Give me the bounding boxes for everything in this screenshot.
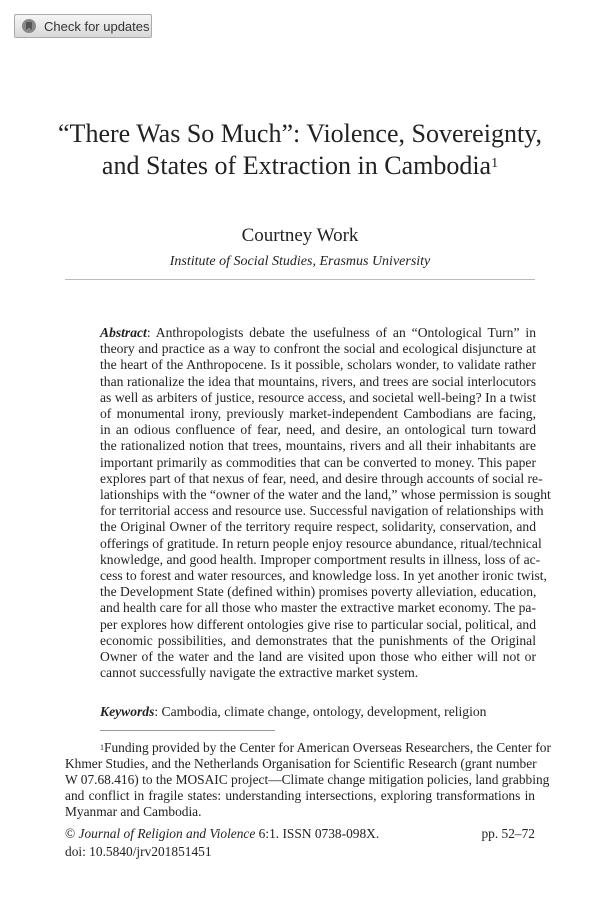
title-footnote-mark[interactable]: 1 (491, 156, 499, 171)
abstract-line-text: offerings of gratitude. In return people enjoy resource abundance, ritual/technical (100, 535, 542, 551)
abstract-line-text: important primarily as commodities that can be converted to money. This paper (100, 454, 536, 470)
abstract-line-text: cess to forest and water resources, and knowledge loss. In yet another ironic twist, (100, 568, 547, 584)
journal-name: Journal of Religion and Violence (78, 826, 256, 841)
title-line-2 (0, 150, 600, 182)
check-for-updates-button[interactable] (14, 14, 152, 38)
abstract-line (100, 422, 536, 438)
footnote-line (65, 756, 535, 772)
footnote-line (65, 788, 535, 804)
footnote-mark: 1 (100, 743, 104, 752)
abstract-line (100, 470, 543, 487)
copyright-symbol: © (65, 826, 76, 841)
footnote-line-text: Funding provided by the Center for American Overseas Researchers, the Center for (104, 740, 551, 755)
abstract-line (100, 406, 536, 422)
bookmark-icon (22, 19, 36, 33)
abstract-line-text: the rationalized notion that trees, mountains, rivers and all their inhabitants are (100, 438, 536, 454)
abstract-line (100, 535, 542, 552)
abstract-line-text: the Original Owner of the territory require respect, solidarity, conservation, and (100, 519, 536, 535)
title-line-2-text: and States of Extraction in Cambodia (101, 151, 492, 180)
abstract-line-text: for territorial access and resource use. Successful navigation of relationships with (100, 503, 544, 519)
keywords-text: : Cambodia, climate change, ontology, development, religion (154, 704, 487, 719)
abstract-line-text: cannot successfully navigate the extractive market system. (100, 665, 419, 681)
abstract-line (100, 665, 536, 681)
abstract-line (100, 519, 536, 535)
abstract-line-text: Owner of the water and the land are visited upon those who either will not or (100, 649, 536, 665)
article-title (0, 118, 600, 182)
author-affiliation: Institute of Social Studies, Erasmus University (169, 254, 431, 269)
abstract-line (100, 390, 536, 406)
abstract-line-text: than rationalize the idea that mountains, rivers, and trees are social interlocutors (100, 373, 536, 389)
citation (65, 825, 535, 861)
header-divider (65, 279, 535, 280)
abstract-line (100, 325, 536, 341)
doi[interactable]: doi: 10.5840/jrv201851451 (65, 844, 212, 859)
footnote (65, 740, 551, 820)
author-name: Courtney Work (241, 225, 359, 246)
abstract-line-text: the Development State (defined within) promises poverty alleviation, education, (100, 584, 537, 600)
title-line-1: “There Was So Much”: Violence, Sovereignty, (58, 119, 542, 148)
abstract-line (100, 438, 536, 454)
abstract-line-text: per explores how different ontologies give rise to particular social, political, and (100, 616, 536, 632)
footnote-line (65, 804, 535, 820)
abstract-line (100, 357, 536, 373)
footnote-line-text: Khmer Studies, and the Netherlands Organisation for Scientific Research (grant number (65, 756, 537, 771)
abstract (100, 325, 551, 681)
abstract-line (100, 649, 536, 665)
abstract-line (100, 374, 536, 390)
abstract-line-text: theory and practice as a way to confront the social and ecological disjuncture at (100, 341, 536, 357)
abstract-line (100, 551, 541, 568)
abstract-line (100, 584, 536, 600)
abstract-line-text: as well as arbiters of justice, resource access, and societal well-being? In a twist (100, 389, 536, 405)
journal-line (65, 825, 535, 843)
check-for-updates-label: Check for updates (44, 18, 150, 34)
footnote-line-text: W 07.68.416) to the MOSAIC project—Climate change mitigation policies, land grabbing (65, 772, 550, 787)
abstract-line-text: and health care for all those who master the extractive market economy. The pa- (100, 600, 536, 616)
abstract-label: Abstract (100, 325, 147, 340)
abstract-line-text: : Anthropologists debate the usefulness of an “Ontological Turn” in (146, 325, 536, 340)
footnote-line-text: and conflict in fragile states: understanding intersections, exploring transformations in (65, 788, 535, 803)
abstract-line-text: of monumental irony, previously market-independent Cambodians are facing, (100, 406, 536, 422)
footnote-line (65, 740, 551, 756)
abstract-line (100, 633, 536, 649)
abstract-line-text: economic possibilities, and demonstrates that the punishments of the Original (100, 632, 536, 648)
abstract-line (100, 600, 536, 616)
abstract-line-text: the heart of the Anthropocene. Is it possible, scholars wonder, to validate rather (100, 357, 536, 373)
abstract-line (100, 617, 536, 633)
abstract-line-text: in an odious confluence of fear, need, and desire, an ontological turn toward (100, 422, 536, 438)
abstract-line (100, 503, 544, 519)
abstract-line-text: explores part of that nexus of fear, need, and desire through accounts of social re- (100, 470, 543, 486)
keywords-label: Keywords (100, 704, 155, 719)
abstract-line-text: lationships with the “owner of the water and the land,” whose permission is sought (100, 487, 551, 503)
abstract-line (100, 341, 536, 357)
footnote-divider (100, 730, 275, 731)
abstract-line (100, 487, 551, 503)
keywords (100, 704, 486, 720)
abstract-line (100, 455, 536, 471)
footnote-line-text: Myanmar and Cambodia. (65, 804, 202, 819)
page-range: pp. 52–72 (481, 826, 535, 841)
journal-details: 6:1. ISSN 0738-098X. (255, 826, 380, 841)
abstract-line-text: knowledge, and good health. Improper comportment results in illness, loss of ac- (100, 551, 541, 567)
abstract-line (100, 568, 547, 584)
footnote-line (65, 772, 550, 788)
